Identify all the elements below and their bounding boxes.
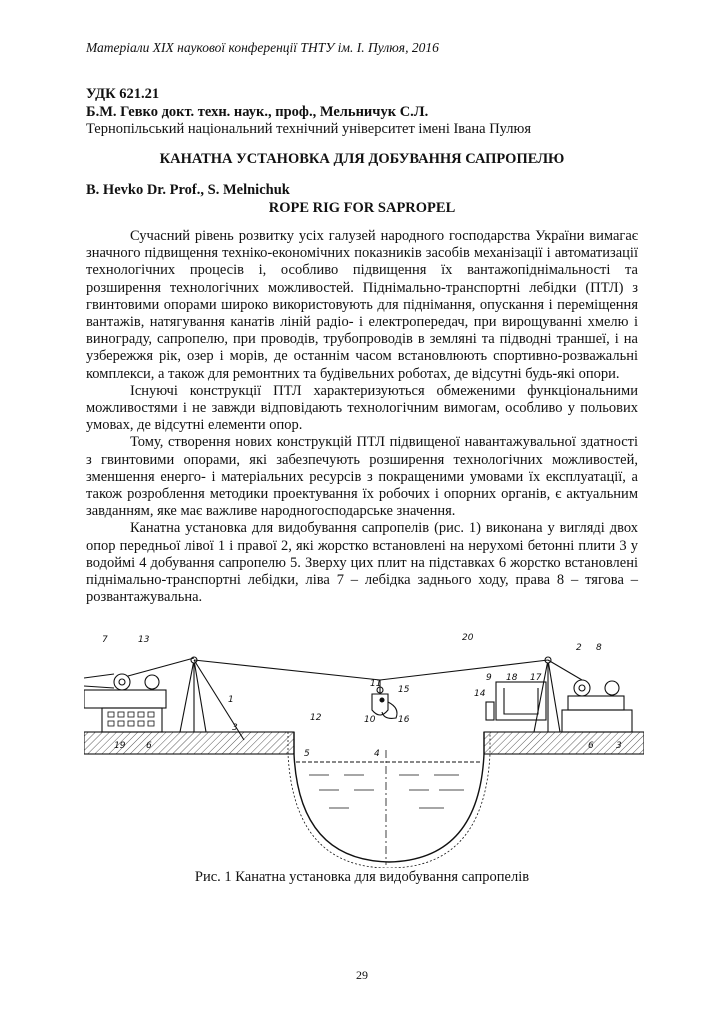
- lower-rope-2: [128, 658, 194, 676]
- fig-label-11: 11: [370, 679, 382, 689]
- fig-label-16: 16: [398, 715, 410, 725]
- pond-basin-hatch: [288, 732, 490, 868]
- fig-label-13: 13: [138, 635, 150, 645]
- fig-label-7: 7: [102, 635, 108, 645]
- right-winch-frame: [562, 710, 632, 732]
- fig-label-12: 12: [310, 713, 322, 723]
- left-winch-frame: [84, 690, 166, 708]
- left-base-holes: [108, 712, 154, 726]
- pond-basin: [294, 732, 484, 862]
- fig-label-1: 1: [228, 695, 234, 705]
- fig-label-18: 18: [506, 673, 518, 683]
- right-small-block: [486, 702, 494, 720]
- body-text: [86, 228, 638, 606]
- fig-label-8: 8: [596, 643, 602, 653]
- fig-label-6-right: 6: [588, 741, 594, 751]
- authors: Б.М. Гевко докт. техн. наук., проф., Мельничук С.Л.: [86, 104, 429, 120]
- paragraph-2: Існуючі конструкції ПТЛ характеризуються обмеженими функціональними можливостями і не завжди відповідають технологічним вимогам, особливо у польових умовах, де відсутні елементи опор.: [86, 382, 638, 434]
- fig-label-5: 5: [304, 749, 310, 759]
- fig-label-17: 17: [530, 673, 542, 683]
- fig-label-9: 9: [486, 673, 492, 683]
- title-english: ROPE RIG FOR SAPROPEL: [268, 200, 456, 216]
- left-winch-motor: [145, 675, 159, 689]
- fig-label-19: 19: [114, 741, 126, 751]
- fig-label-20: 20: [462, 633, 474, 643]
- paragraph-4: Канатна установка для видобування сапропелів (рис. 1) виконана у вигляді двох опор передньої лівої 1 і правої 2, які жорстко встановлені на нерухомі бетонні плити 3 у водоймі 4 добування сапропелю 5. Зверху цих плит на підставках 6 жорстко встановлені піднімально-транспортні лебідки, ліва 7 – лебідка заднього ходу, права 8 – тягова – розвантажувальна.: [86, 520, 638, 606]
- left-winch-drum: [114, 674, 130, 690]
- title-ukrainian: КАНАТНА УСТАНОВКА ДЛЯ ДОБУВАННЯ САПРОПЕЛЮ: [159, 151, 565, 167]
- left-winch-base: [102, 708, 162, 732]
- fig-label-6: 6: [146, 741, 152, 751]
- fig-label-4: 4: [374, 749, 380, 759]
- water-dashes: [309, 775, 464, 808]
- right-winch-drum: [574, 680, 590, 696]
- paragraph-1: Сучасний рівень розвитку усіх галузей народного господарства України вимагає значного підвищення техніко-економічних показників засобів механізації і автоматизації технологічних процесів і, особливо підвищення їх вантажопіднімальності та розширення технологічних можливостей. Піднімально-транспортні лебідки (ПТЛ) з гвинтовими опорами широко використовують для піднімання, опускання і переміщення вантажів, натягування канатів ліній радіо- і електропередач, при вирощуванні хмелю і винограду, сапропелю, при проводів, трубопроводів в земляні та підводні траншеї, і на узбережжя рік, озер і морів, де останнім часом встановлюють спортивно-розважальні комплекси, а також для ремонтних та будівельних роботах, де відсутні будь-які опори.: [86, 228, 638, 382]
- page-number: 29: [356, 968, 368, 982]
- fig-label-3-right: 3: [616, 741, 622, 751]
- affiliation: Тернопільський національний технічний університет імені Івана Пулюя: [86, 121, 532, 137]
- right-winch-motor: [605, 681, 619, 695]
- paragraph-3: Тому, створення нових конструкцій ПТЛ підвищеної навантажувальної здатності з гвинтовими опорами, які забезпечують розширення технологічних можливостей, зменшення енерго- і матеріальних ресурсів з покращеними умовами їх експлуатації, а також розроблення методики проектування їх робочих і опорних органів, є актуальним завданням, яке має важливе народногосподарське значення.: [86, 434, 638, 520]
- fig-label-2: 2: [576, 643, 582, 653]
- rope-rig-drawing: [84, 630, 644, 868]
- figure-caption: Рис. 1 Канатна установка для видобування сапропелів: [194, 869, 530, 885]
- upper-rope: [194, 660, 548, 680]
- fig-label-14: 14: [474, 689, 486, 699]
- fig-label-3: 3: [232, 723, 238, 733]
- bucket: [372, 687, 397, 718]
- authors-english: B. Hevko Dr. Prof., S. Melnichuk: [86, 182, 290, 198]
- fig-label-10: 10: [364, 715, 376, 725]
- figure-rope-rig-diagram: [84, 630, 644, 868]
- fig-label-15: 15: [398, 685, 410, 695]
- left-support: [180, 660, 206, 732]
- running-header: Матеріали ХІХ наукової конференції ТНТУ ім. І. Пулюя, 2016: [86, 40, 439, 55]
- udk-code: УДК 621.21: [86, 86, 160, 102]
